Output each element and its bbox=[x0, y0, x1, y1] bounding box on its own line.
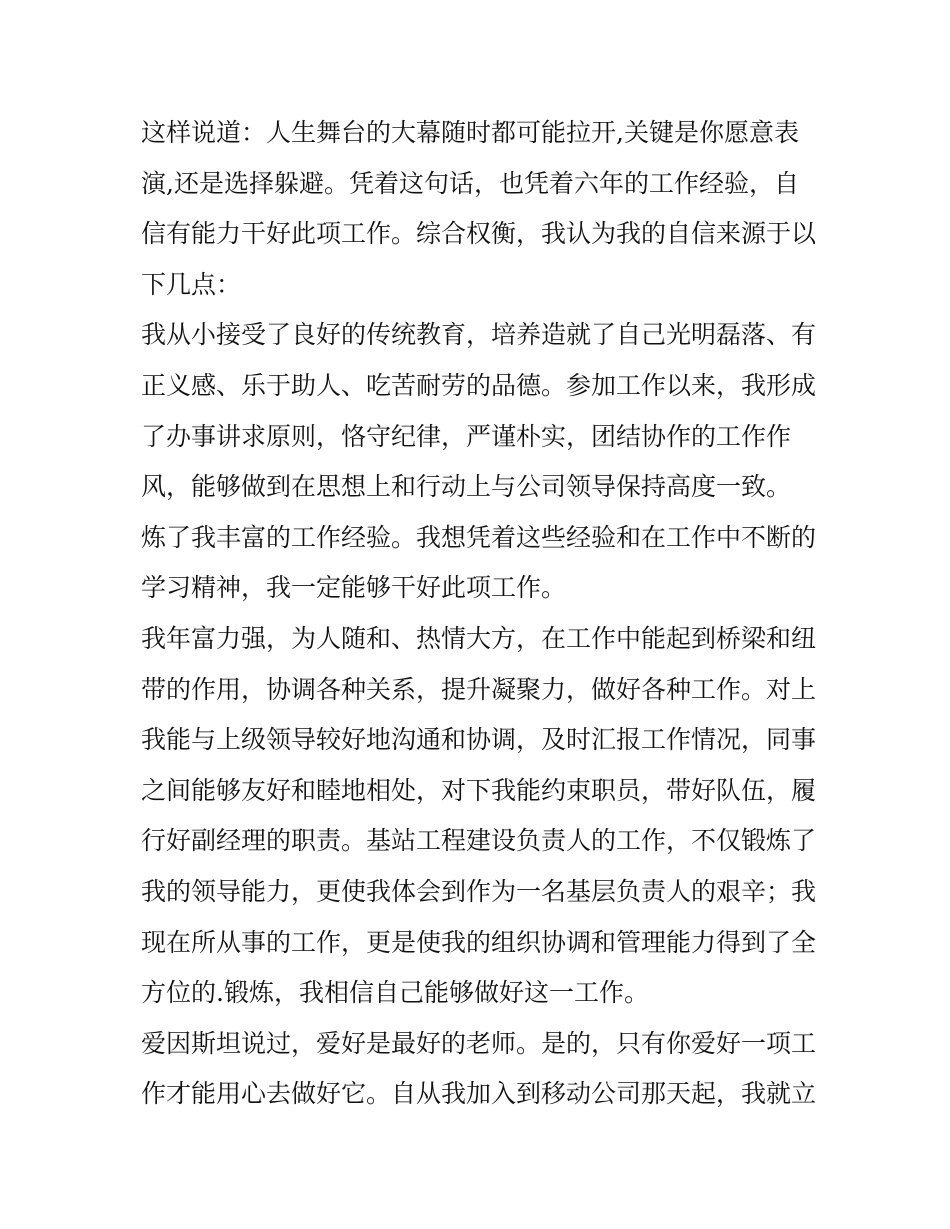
text-line: 之间能够友好和睦地相处，对下我能约束职员，带好队伍，履 bbox=[141, 775, 817, 805]
text-line: 爱因斯坦说过，爱好是最好的老师。是的，只有你爱好一项工 bbox=[141, 1028, 817, 1058]
text-line: 现在所从事的工作，更是使我的组织协调和管理能力得到了全 bbox=[141, 927, 817, 957]
text-line: 带的作用，协调各种关系，提升凝聚力，做好各种工作。对上 bbox=[141, 674, 817, 704]
text-line: 方位的.锻炼，我相信自己能够做好这一工作。 bbox=[141, 978, 649, 1008]
text-line: 演,还是选择躲避。凭着这句话，也凭着六年的工作经验，自 bbox=[141, 168, 799, 198]
text-line: 我能与上级领导较好地沟通和协调，及时汇报工作情况，同事 bbox=[141, 725, 817, 755]
text-line: 炼了我丰富的工作经验。我想凭着这些经验和在工作中不断的 bbox=[141, 522, 817, 552]
text-line: 我从小接受了良好的传统教育，培养造就了自己光明磊落、有 bbox=[141, 320, 817, 350]
text-line: 信有能力干好此项工作。综合权衡，我认为我的自信来源于以 bbox=[141, 219, 817, 249]
text-line: 下几点： bbox=[141, 269, 242, 299]
text-line: 正义感、乐于助人、吃苦耐劳的品德。参加工作以来，我形成 bbox=[141, 370, 817, 400]
text-line: 我的领导能力，更使我体会到作为一名基层负责人的艰辛；我 bbox=[141, 876, 817, 906]
text-line: 我年富力强，为人随和、热情大方，在工作中能起到桥梁和纽 bbox=[141, 623, 817, 653]
text-line: 作才能用心去做好它。自从我加入到移动公司那天起，我就立 bbox=[141, 1079, 817, 1109]
body-text bbox=[141, 108, 817, 1120]
text-line: 了办事讲求原则，恪守纪律，严谨朴实，团结协作的工作作 bbox=[141, 421, 792, 451]
text-line: 行好副经理的职责。基站工程建设负责人的工作，不仅锻炼了 bbox=[141, 826, 817, 856]
text-line: 学习精神，我一定能够干好此项工作。 bbox=[141, 573, 567, 603]
text-line: 这样说道：人生舞台的大幕随时都可能拉开,关键是你愿意表 bbox=[141, 118, 799, 147]
text-line: 风，能够做到在思想上和行动上与公司领导保持高度一致。 bbox=[141, 472, 792, 502]
